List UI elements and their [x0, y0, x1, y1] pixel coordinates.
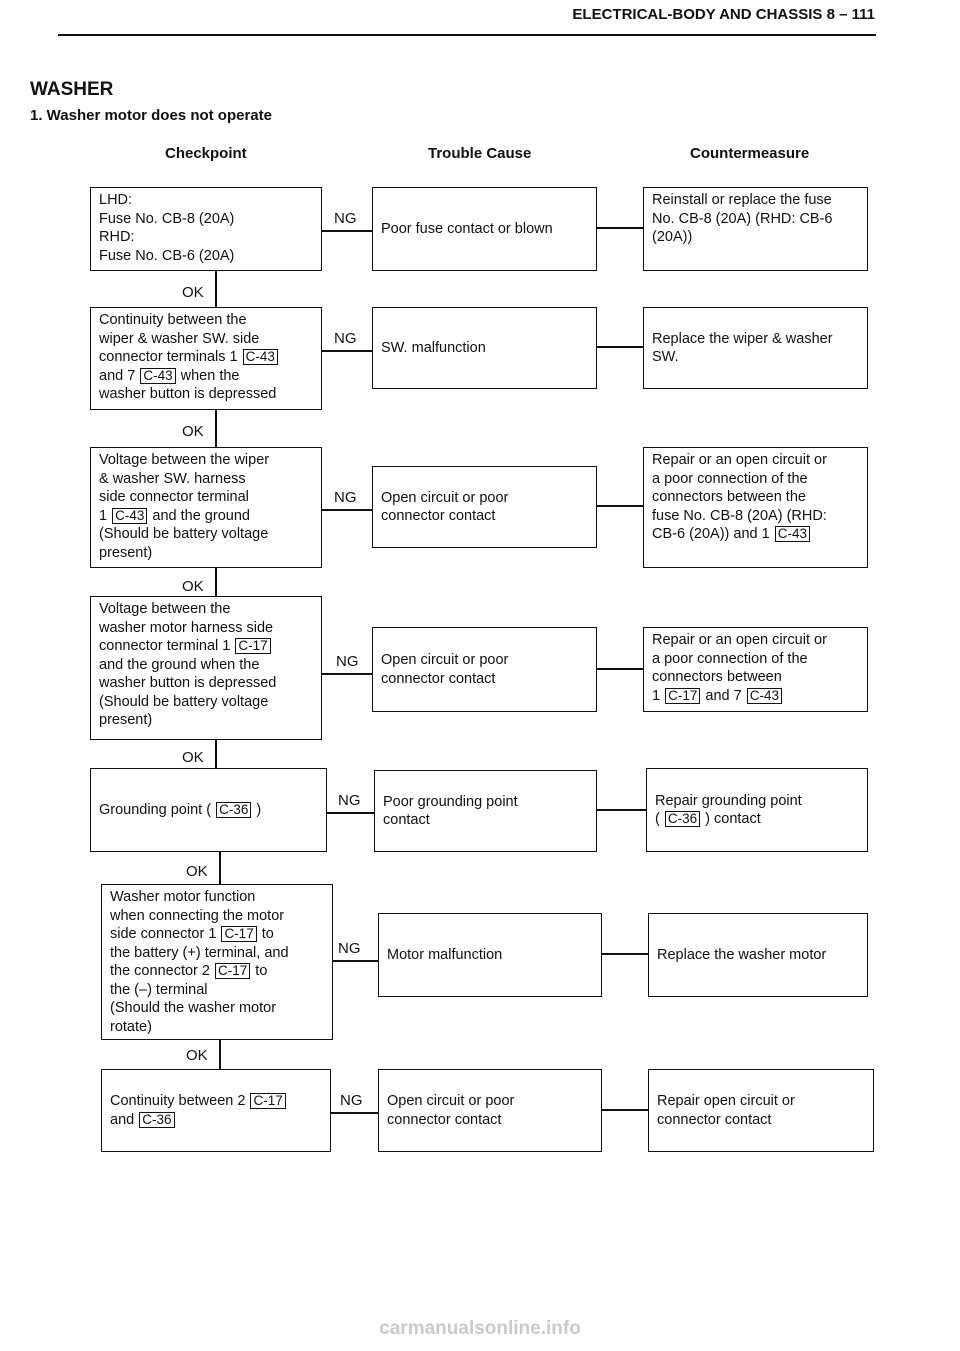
- box-text: [657, 1092, 795, 1129]
- text-line: [381, 507, 508, 526]
- text-segment: Grounding point (: [99, 801, 216, 818]
- text-line: [99, 348, 313, 367]
- ng-label: NG: [340, 1092, 363, 1109]
- ng-connector-line: [331, 1112, 378, 1114]
- text-segment: contact: [383, 812, 430, 828]
- text-line: [657, 1111, 795, 1130]
- trouble-cause-box: [372, 466, 597, 548]
- text-segment: 1: [99, 507, 112, 524]
- text-line: [652, 191, 859, 210]
- text-segment: Washer motor function: [110, 889, 256, 905]
- ok-connector-line: [219, 852, 221, 884]
- ok-label: OK: [182, 284, 204, 301]
- ng-connector-line: [333, 960, 378, 962]
- text-segment: Voltage between the wiper: [99, 452, 270, 468]
- text-line: [99, 525, 313, 544]
- text-segment: Poor fuse contact or blown: [381, 220, 553, 237]
- text-line: [652, 631, 859, 650]
- text-line: [652, 488, 859, 507]
- text-line: [99, 210, 313, 229]
- countermeasure-box: [643, 187, 868, 271]
- box-text: [99, 311, 313, 404]
- text-line: [652, 470, 859, 489]
- text-segment: (20A)): [652, 229, 693, 245]
- text-line: [110, 981, 324, 1000]
- text-line: [99, 451, 313, 470]
- text-segment: Continuity between the: [99, 312, 247, 328]
- box-text: [99, 600, 313, 730]
- text-line: [652, 210, 859, 229]
- text-segment: Voltage between the: [99, 601, 231, 617]
- text-segment: Replace the washer motor: [657, 946, 827, 963]
- cause-to-counter-line: [602, 1109, 648, 1111]
- text-line: [99, 311, 313, 330]
- countermeasure-box: [643, 627, 868, 712]
- text-segment: Open circuit or poor: [387, 1093, 515, 1109]
- ng-label: NG: [334, 330, 357, 347]
- text-line: [652, 348, 833, 367]
- text-segment: a poor connection of the: [652, 470, 808, 487]
- checkpoint-box: [90, 187, 322, 271]
- header-rule: [58, 34, 876, 36]
- text-line: [381, 651, 508, 670]
- text-segment: the connector 2: [110, 963, 214, 979]
- watermark: carmanualsonline.info: [379, 1318, 581, 1339]
- text-segment: Continuity between 2: [110, 1093, 250, 1109]
- connector-ref: C-17: [235, 638, 270, 654]
- text-segment: ): [252, 801, 262, 818]
- box-text: [652, 191, 859, 247]
- box-text: [387, 1092, 514, 1129]
- text-line: [381, 489, 508, 508]
- text-line: [110, 999, 324, 1018]
- text-segment: Fuse No. CB-6 (20A): [99, 247, 235, 264]
- connector-ref: C-36: [139, 1112, 174, 1128]
- text-line: [99, 247, 313, 266]
- cause-to-counter-line: [597, 505, 643, 507]
- cause-to-counter-line: [597, 346, 643, 348]
- text-line: [652, 507, 859, 526]
- box-text: [655, 792, 802, 829]
- checkpoint-box: [90, 307, 322, 410]
- text-line: [110, 907, 324, 926]
- page-header: ELECTRICAL-BODY AND CHASSIS 8 – 111: [572, 6, 875, 23]
- text-segment: Replace the wiper & washer: [652, 330, 833, 347]
- text-segment: Repair or an open circuit or: [652, 632, 827, 648]
- trouble-cause-box: [374, 770, 597, 852]
- ng-label: NG: [336, 653, 359, 670]
- section-title: WASHER: [30, 79, 114, 100]
- text-segment: present): [99, 544, 153, 561]
- connector-ref: C-43: [243, 349, 278, 365]
- section-subtitle: 1. Washer motor does not operate: [30, 107, 272, 124]
- box-text: [99, 801, 261, 820]
- connector-ref: C-43: [775, 526, 810, 542]
- text-line: [99, 711, 313, 730]
- text-segment: washer button is depressed: [99, 675, 277, 691]
- text-line: [652, 451, 859, 470]
- box-text: [99, 191, 313, 265]
- trouble-cause-box: [378, 913, 602, 997]
- box-text: [99, 451, 313, 562]
- text-line: [387, 1092, 514, 1111]
- cause-to-counter-line: [597, 668, 643, 670]
- box-text: [383, 793, 518, 830]
- text-line: [383, 793, 518, 812]
- text-line: [99, 367, 313, 386]
- text-line: [381, 220, 553, 239]
- text-line: [383, 811, 518, 830]
- text-line: [99, 191, 313, 210]
- ok-label: OK: [186, 1047, 208, 1064]
- text-segment: ) contact: [701, 811, 761, 827]
- text-segment: when connecting the motor: [110, 907, 285, 924]
- text-line: [657, 946, 826, 965]
- text-segment: Repair open circuit or: [657, 1093, 795, 1109]
- text-segment: connector contact: [381, 508, 496, 524]
- trouble-cause-box: [372, 627, 597, 712]
- ok-label: OK: [182, 423, 204, 440]
- text-line: [110, 888, 324, 907]
- text-line: [99, 637, 313, 656]
- column-header-trouble-cause: Trouble Cause: [428, 145, 532, 162]
- text-segment: connector contact: [387, 1111, 502, 1128]
- text-segment: fuse No. CB-8 (20A) (RHD:: [652, 507, 827, 524]
- text-segment: SW. malfunction: [381, 339, 486, 356]
- text-segment: connector terminals 1: [99, 349, 242, 365]
- ng-label: NG: [334, 210, 357, 227]
- text-line: [387, 946, 502, 965]
- cause-to-counter-line: [602, 953, 648, 955]
- text-line: [657, 1092, 795, 1111]
- ng-label: NG: [334, 489, 357, 506]
- text-segment: SW.: [652, 349, 679, 365]
- text-segment: No. CB-8 (20A) (RHD: CB-6: [652, 210, 833, 227]
- column-header-checkpoint: Checkpoint: [165, 145, 247, 162]
- checkpoint-box: [90, 768, 327, 852]
- text-line: [381, 670, 508, 689]
- countermeasure-box: [646, 768, 868, 852]
- text-segment: a poor connection of the: [652, 650, 808, 667]
- text-line: [110, 925, 324, 944]
- text-line: [99, 656, 313, 675]
- text-segment: connector terminal 1: [99, 638, 235, 654]
- connector-ref: C-17: [215, 963, 250, 979]
- connector-ref: C-43: [112, 508, 147, 524]
- text-line: [110, 1092, 287, 1111]
- text-segment: side connector 1: [110, 926, 221, 942]
- text-line: [99, 600, 313, 619]
- countermeasure-box: [648, 913, 868, 997]
- text-segment: Open circuit or poor: [381, 489, 509, 506]
- connector-ref: C-43: [747, 688, 782, 704]
- text-segment: (Should be battery voltage: [99, 693, 269, 710]
- ok-label: OK: [182, 578, 204, 595]
- text-segment: connectors between: [652, 669, 782, 685]
- text-line: [99, 619, 313, 638]
- text-segment: Reinstall or replace the fuse: [652, 192, 832, 208]
- connector-ref: C-17: [250, 1093, 285, 1109]
- box-text: [381, 651, 508, 688]
- ng-connector-line: [327, 812, 374, 814]
- text-segment: Repair grounding point: [655, 792, 802, 809]
- text-segment: the battery (+) terminal, and: [110, 944, 289, 961]
- connector-ref: C-43: [140, 368, 175, 384]
- text-segment: and: [110, 1111, 139, 1128]
- text-segment: Motor malfunction: [387, 946, 503, 963]
- ng-connector-line: [322, 230, 372, 232]
- text-segment: and the ground when the: [99, 656, 260, 673]
- text-segment: CB-6 (20A)) and 1: [652, 526, 774, 542]
- text-line: [99, 674, 313, 693]
- ok-connector-line: [215, 410, 217, 447]
- text-line: [110, 944, 324, 963]
- text-line: [652, 650, 859, 669]
- cause-to-counter-line: [597, 227, 643, 229]
- text-line: [387, 1111, 514, 1130]
- text-segment: and 7: [99, 367, 140, 384]
- ok-connector-line: [215, 271, 217, 307]
- text-segment: washer motor harness side: [99, 619, 274, 636]
- trouble-cause-box: [372, 187, 597, 271]
- box-text: [381, 489, 508, 526]
- text-line: [99, 507, 313, 526]
- text-line: [99, 385, 313, 404]
- text-line: [99, 470, 313, 489]
- text-segment: (Should the washer motor: [110, 1000, 277, 1016]
- ok-connector-line: [215, 568, 217, 596]
- box-text: [652, 631, 859, 705]
- box-text: [652, 330, 833, 367]
- text-line: [99, 801, 261, 820]
- text-segment: present): [99, 712, 153, 728]
- text-line: [110, 962, 324, 981]
- text-segment: (Should be battery voltage: [99, 526, 269, 542]
- text-line: [655, 810, 802, 829]
- text-line: [99, 544, 313, 563]
- countermeasure-box: [643, 307, 868, 389]
- trouble-cause-box: [378, 1069, 602, 1152]
- text-segment: side connector terminal: [99, 489, 249, 505]
- text-segment: and the ground: [148, 507, 250, 524]
- text-line: [652, 668, 859, 687]
- text-segment: Fuse No. CB-8 (20A): [99, 210, 235, 227]
- text-line: [110, 1111, 287, 1130]
- ng-label: NG: [338, 792, 361, 809]
- text-line: [99, 488, 313, 507]
- text-segment: Repair or an open circuit or: [652, 452, 827, 468]
- ok-label: OK: [182, 749, 204, 766]
- text-segment: connector contact: [381, 670, 496, 687]
- countermeasure-box: [643, 447, 868, 568]
- text-segment: washer button is depressed: [99, 386, 277, 402]
- checkpoint-box: [101, 884, 333, 1040]
- countermeasure-box: [648, 1069, 874, 1152]
- ng-label: NG: [338, 940, 361, 957]
- box-text: [110, 888, 324, 1036]
- box-text: [652, 451, 859, 544]
- text-segment: when the: [176, 367, 240, 384]
- text-segment: connector contact: [657, 1111, 772, 1128]
- text-segment: rotate): [110, 1018, 152, 1035]
- text-segment: RHD:: [99, 229, 135, 245]
- text-line: [99, 693, 313, 712]
- connector-ref: C-17: [221, 926, 256, 942]
- text-segment: (: [655, 811, 664, 827]
- ng-connector-line: [322, 350, 372, 352]
- text-line: [652, 228, 859, 247]
- text-segment: to: [257, 926, 274, 942]
- connector-ref: C-36: [665, 811, 700, 827]
- text-segment: wiper & washer SW. side: [99, 330, 260, 347]
- checkpoint-box: [101, 1069, 331, 1152]
- text-line: [99, 228, 313, 247]
- box-text: [387, 946, 502, 965]
- text-segment: & washer SW. harness: [99, 470, 246, 487]
- ok-label: OK: [186, 863, 208, 880]
- text-line: [652, 525, 859, 544]
- text-segment: the (–) terminal: [110, 981, 208, 998]
- checkpoint-box: [90, 596, 322, 740]
- text-line: [652, 687, 859, 706]
- text-segment: 1: [652, 687, 665, 704]
- text-line: [652, 330, 833, 349]
- text-line: [381, 339, 486, 358]
- ng-connector-line: [322, 509, 372, 511]
- cause-to-counter-line: [597, 809, 646, 811]
- box-text: [381, 339, 486, 358]
- box-text: [657, 946, 826, 965]
- ok-connector-line: [219, 1040, 221, 1069]
- text-segment: and 7: [701, 687, 746, 704]
- box-text: [381, 220, 553, 239]
- ok-connector-line: [215, 740, 217, 768]
- column-header-countermeasure: Countermeasure: [690, 145, 810, 162]
- trouble-cause-box: [372, 307, 597, 389]
- text-line: [99, 330, 313, 349]
- text-segment: connectors between the: [652, 489, 806, 505]
- ng-connector-line: [322, 673, 372, 675]
- checkpoint-box: [90, 447, 322, 568]
- text-segment: to: [251, 963, 268, 979]
- connector-ref: C-17: [665, 688, 700, 704]
- text-line: [110, 1018, 324, 1037]
- text-line: [655, 792, 802, 811]
- text-segment: LHD:: [99, 192, 133, 208]
- box-text: [110, 1092, 287, 1129]
- text-segment: Open circuit or poor: [381, 652, 509, 668]
- connector-ref: C-36: [216, 802, 251, 818]
- text-segment: Poor grounding point: [383, 793, 518, 810]
